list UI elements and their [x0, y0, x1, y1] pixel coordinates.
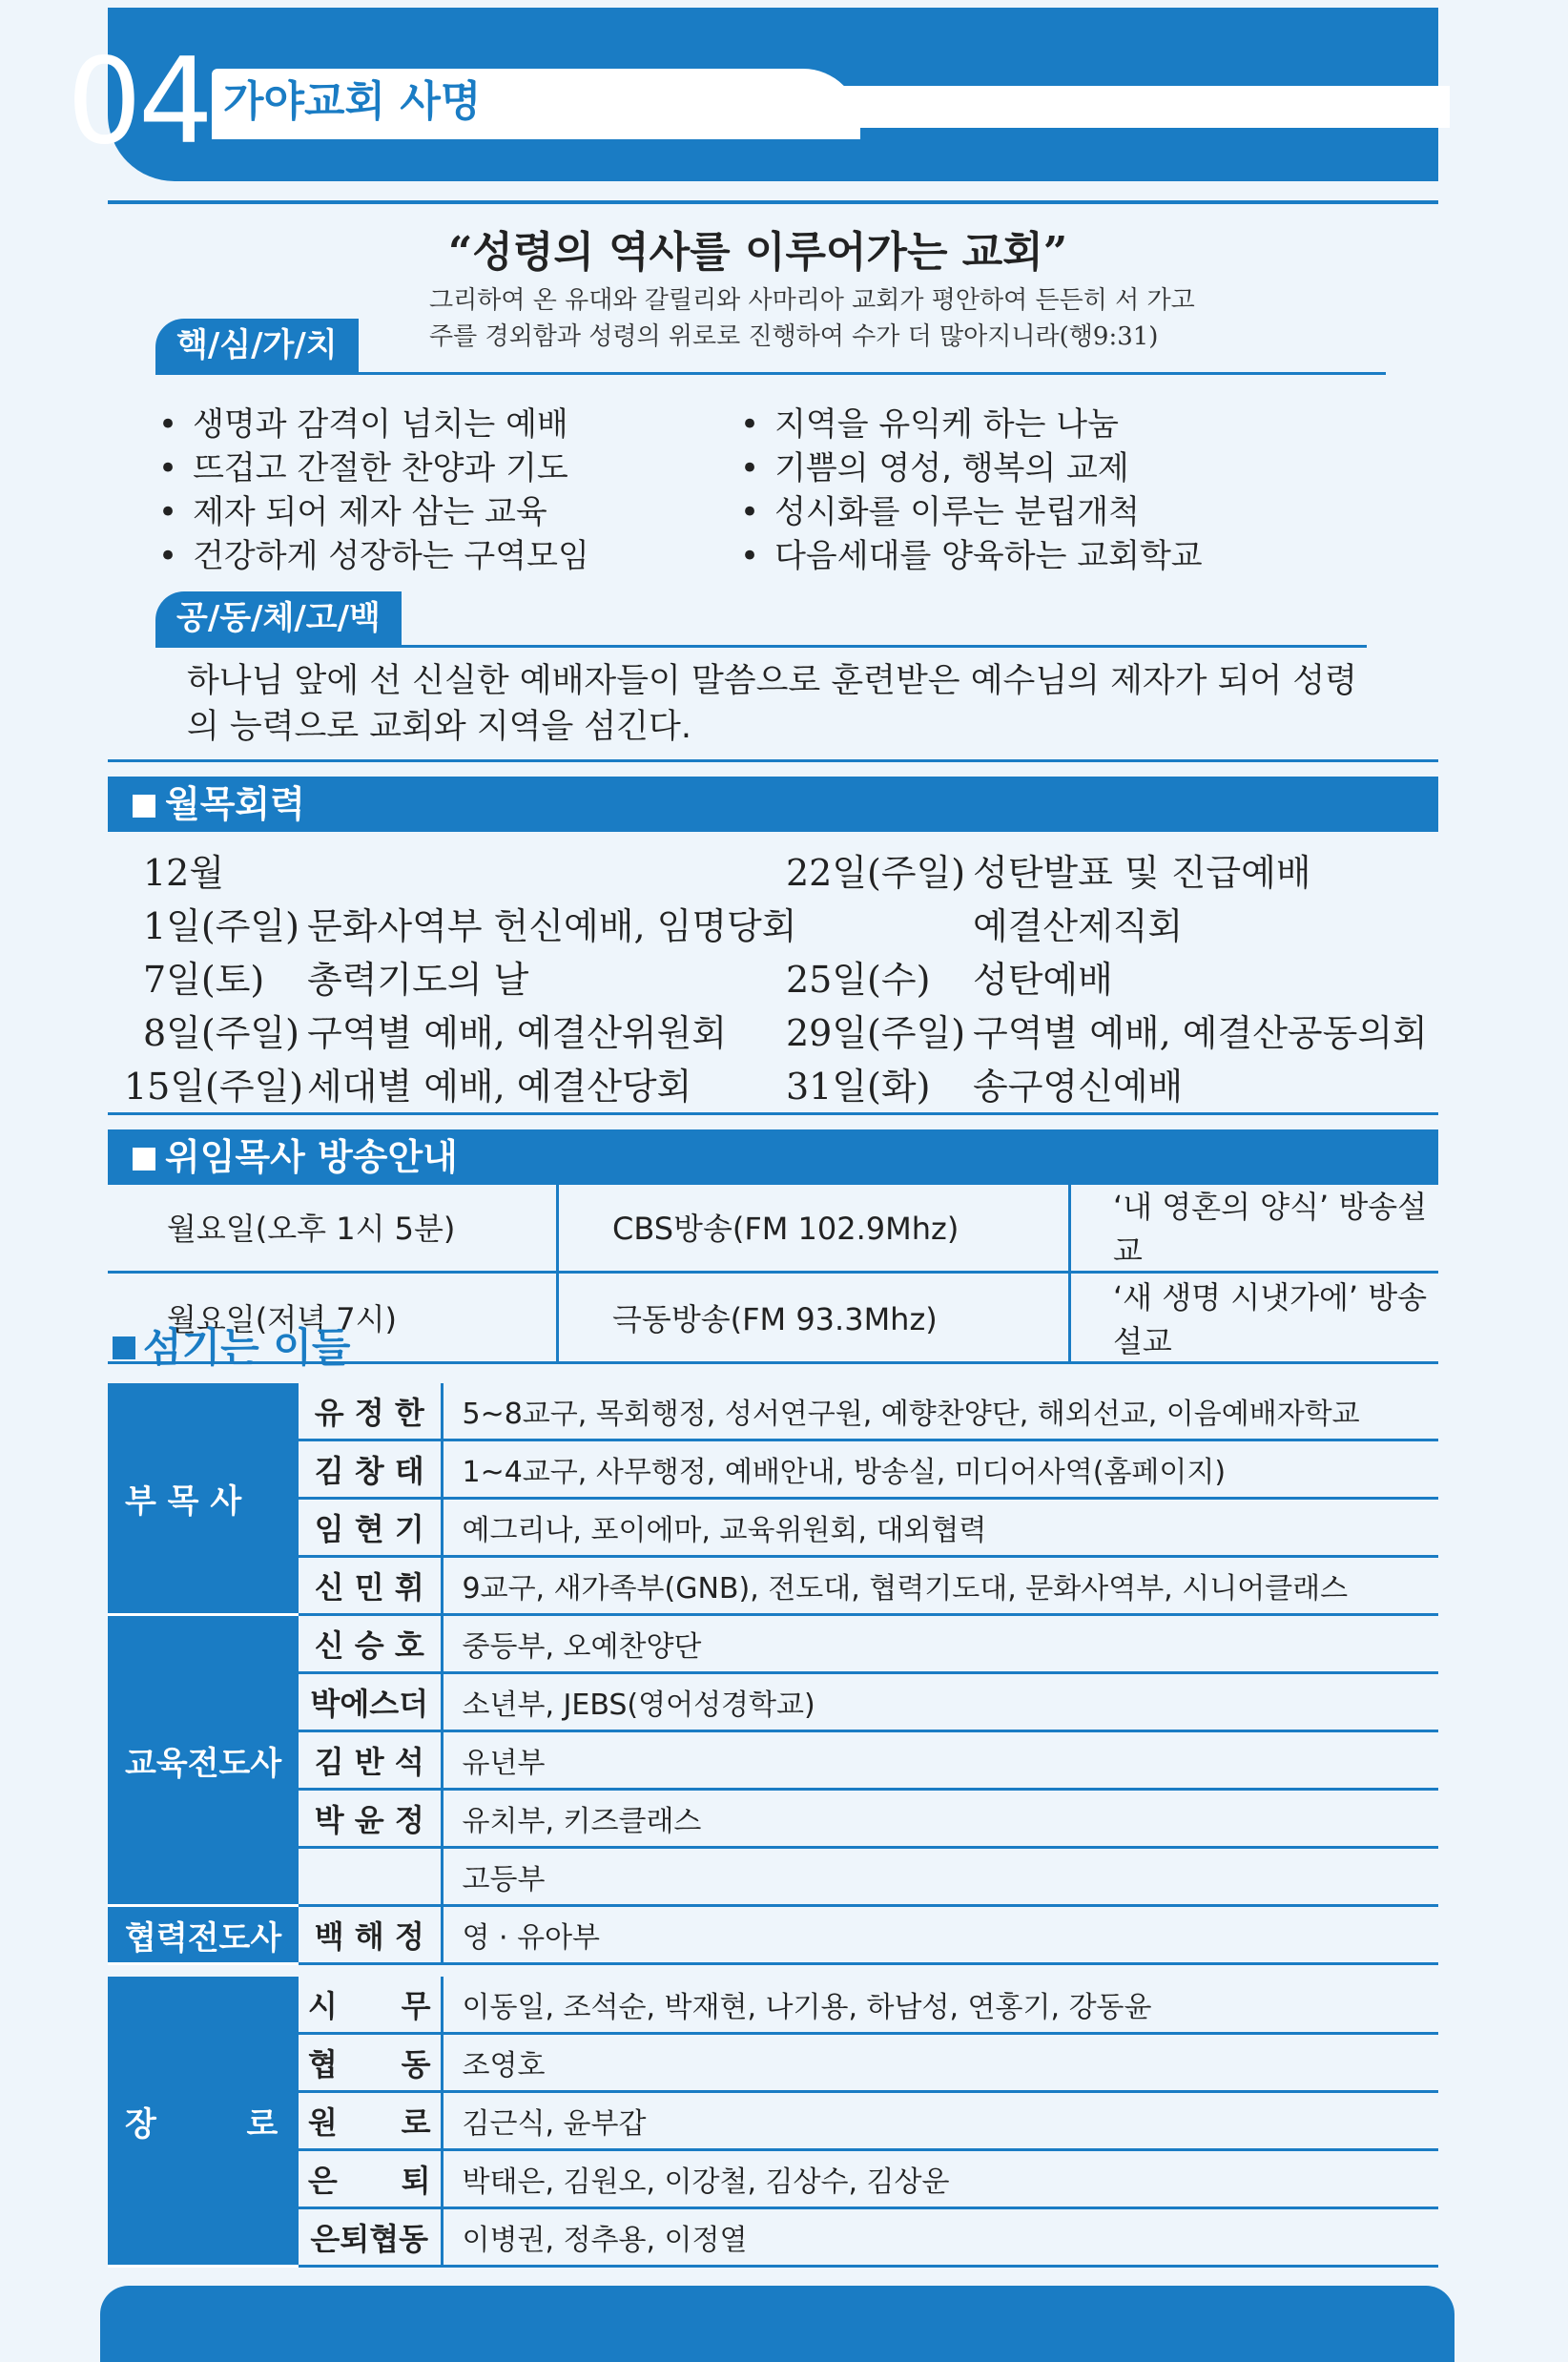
staff-duty: 소년부, JEBS(영어성경학교) — [442, 1673, 1438, 1731]
staff-title-text: 섬기는 이들 — [143, 1324, 351, 1371]
staff-name: 김 반 석 — [299, 1731, 442, 1790]
confession-rule — [155, 645, 1367, 648]
entry-day: 7일(토) — [143, 959, 265, 1001]
table-row — [108, 2092, 1438, 2150]
section-rule — [108, 1112, 1438, 1115]
staff-duty: 중등부, 오예찬양단 — [442, 1615, 1438, 1673]
staff-duty: 5~8교구, 목회행정, 성서연구원, 예향찬양단, 해외선교, 이음예배자학교 — [442, 1383, 1438, 1440]
table-row — [108, 2208, 1438, 2267]
group-label: 부 목 사 — [108, 1383, 299, 1615]
header-divider — [108, 200, 1438, 204]
staff-duty: 고등부 — [442, 1848, 1438, 1906]
entry-day: 29일(주일) — [786, 1012, 966, 1054]
staff-duty: 예그리나, 포이에마, 교육위원회, 대외협력 — [442, 1499, 1438, 1557]
bible-verse — [429, 282, 1288, 355]
section-rule — [108, 759, 1438, 762]
table-row — [108, 1848, 1438, 1906]
list-item: • 건강하게 성장하는 구역모임 — [158, 534, 589, 578]
staff-name: 박에스더 — [299, 1673, 442, 1731]
broadcast-program: ‘새 생명 시냇가에’ 방송설교 — [1070, 1273, 1439, 1363]
elder-names: 박태은, 김원오, 이강철, 김상수, 김상운 — [442, 2150, 1438, 2208]
broadcast-title-bar — [108, 1129, 1438, 1185]
entry-day: 31일(화) — [786, 1066, 931, 1108]
table-row — [108, 1499, 1438, 1557]
confession-tag: 공/동/체/고/백 — [155, 591, 402, 645]
elder-category: 은퇴협동 — [299, 2208, 442, 2267]
calendar-title-bar — [108, 777, 1438, 832]
group-label: 협력전도사 — [108, 1906, 299, 1964]
square-icon — [133, 795, 155, 818]
entry-event: 문화사역부 헌신예배, 임명당회 — [307, 905, 797, 947]
staff-name: 임 현 기 — [299, 1499, 442, 1557]
elder-names: 김근식, 윤부갑 — [442, 2092, 1438, 2150]
calendar-month: 12월 — [143, 852, 225, 894]
entry-event: 총력기도의 날 — [307, 959, 529, 1001]
table-row — [108, 2150, 1438, 2208]
elder-category: 협 동 — [299, 2034, 442, 2092]
staff-name: 신 승 호 — [299, 1615, 442, 1673]
elder-names: 이동일, 조석순, 박재현, 나기용, 하남성, 연홍기, 강동윤 — [442, 1977, 1438, 2034]
elder-names: 조영호 — [442, 2034, 1438, 2092]
elder-names: 이병권, 정추용, 이정열 — [442, 2208, 1438, 2267]
list-item: • 지역을 유익케 하는 나눔 — [740, 403, 1203, 446]
table-row — [108, 1790, 1438, 1848]
table-row — [108, 2034, 1438, 2092]
list-item: • 기쁨의 영성, 행복의 교제 — [740, 446, 1203, 490]
table-row — [108, 1183, 1438, 1273]
core-values-rule — [155, 372, 1386, 375]
entry-day: 22일(주일) — [786, 852, 966, 894]
list-item: • 성시화를 이루는 분립개척 — [740, 490, 1203, 534]
entry-event: 구역별 예배, 예결산공동의회 — [973, 1012, 1428, 1054]
staff-name — [299, 1848, 442, 1906]
staff-name: 김 창 태 — [299, 1440, 442, 1499]
broadcast-station: 극동방송(FM 93.3Mhz) — [558, 1273, 1070, 1363]
broadcast-time: 월요일(저녁 7시) — [108, 1273, 558, 1363]
calendar-title: 월목회력 — [165, 783, 305, 825]
staff-table — [108, 1383, 1438, 1965]
verse-line: 주를 경외함과 성령의 위로로 진행하여 수가 더 많아지니라(행9:31) — [429, 322, 1159, 351]
entry-event: 송구영신예배 — [973, 1066, 1184, 1108]
values-list-left — [158, 403, 589, 578]
list-item: • 뜨겁고 간절한 찬양과 기도 — [158, 446, 589, 490]
broadcast-title: 위임목사 방송안내 — [165, 1136, 458, 1178]
broadcast-station: CBS방송(FM 102.9Mhz) — [558, 1183, 1070, 1273]
table-row — [108, 1977, 1438, 2034]
core-values-tag: 핵/심/가/치 — [155, 319, 359, 372]
table-row — [108, 1673, 1438, 1731]
staff-name: 신 민 휘 — [299, 1557, 442, 1615]
staff-name: 박 윤 정 — [299, 1790, 442, 1848]
list-item: • 다음세대를 양육하는 교회학교 — [740, 534, 1203, 578]
list-item: • 생명과 감격이 넘치는 예배 — [158, 403, 589, 446]
group-label: 장 로 — [108, 1977, 299, 2267]
entry-event: 세대별 예배, 예결산당회 — [307, 1066, 692, 1108]
staff-duty: 유년부 — [442, 1731, 1438, 1790]
entry-day: 1일(주일) — [143, 905, 299, 947]
table-row — [108, 1383, 1438, 1440]
staff-name: 유 정 한 — [299, 1383, 442, 1440]
values-list-right — [740, 403, 1203, 578]
square-icon — [133, 1148, 155, 1171]
elder-category: 시 무 — [299, 1977, 442, 2034]
group-label: 교육전도사 — [108, 1615, 299, 1906]
list-item: • 제자 되어 제자 삼는 교육 — [158, 490, 589, 534]
broadcast-time: 월요일(오후 1시 5분) — [108, 1183, 558, 1273]
section-number: 04 — [67, 33, 210, 171]
verse-line: 그리하여 온 유대와 갈릴리와 사마리아 교회가 평안하여 든든히 서 가고 — [429, 286, 1195, 315]
elder-category: 은 퇴 — [299, 2150, 442, 2208]
table-row — [108, 1557, 1438, 1615]
staff-duty: 1~4교구, 사무행정, 예배안내, 방송실, 미디어사역(홈페이지) — [442, 1440, 1438, 1499]
broadcast-program: ‘내 영혼의 양식’ 방송설교 — [1070, 1183, 1439, 1273]
staff-name: 백 해 정 — [299, 1906, 442, 1964]
table-row — [108, 1731, 1438, 1790]
entry-event: 예결산제직회 — [973, 905, 1184, 947]
entry-event: 구역별 예배, 예결산위원회 — [307, 1012, 728, 1054]
staff-duty: 영 · 유아부 — [442, 1906, 1438, 1964]
staff-duty: 9교구, 새가족부(GNB), 전도대, 협력기도대, 문화사역부, 시니어클래스 — [442, 1557, 1438, 1615]
staff-title — [113, 1316, 350, 1374]
entry-day: 25일(수) — [786, 959, 931, 1001]
table-row — [108, 1615, 1438, 1673]
church-motto: “성령의 역사를 이루어가는 교회” — [448, 228, 1068, 277]
community-confession: 하나님 앞에 선 신실한 예배자들이 말씀으로 훈련받은 예수님의 제자가 되어 성령의 능력으로 교회와 지역을 섬긴다. — [187, 662, 1357, 746]
section-title: 가야교회 사명 — [223, 77, 482, 126]
square-icon — [113, 1336, 135, 1359]
entry-event: 성탄예배 — [973, 959, 1113, 1001]
elders-table — [108, 1977, 1438, 2268]
entry-event: 성탄발표 및 진급예배 — [973, 852, 1311, 894]
entry-day: 15일(주일) — [124, 1066, 304, 1108]
staff-duty: 유치부, 키즈클래스 — [442, 1790, 1438, 1848]
entry-day: 8일(주일) — [143, 1012, 299, 1054]
footer-band — [100, 2286, 1455, 2362]
table-row — [108, 1906, 1438, 1964]
elder-category: 원 로 — [299, 2092, 442, 2150]
table-row — [108, 1440, 1438, 1499]
